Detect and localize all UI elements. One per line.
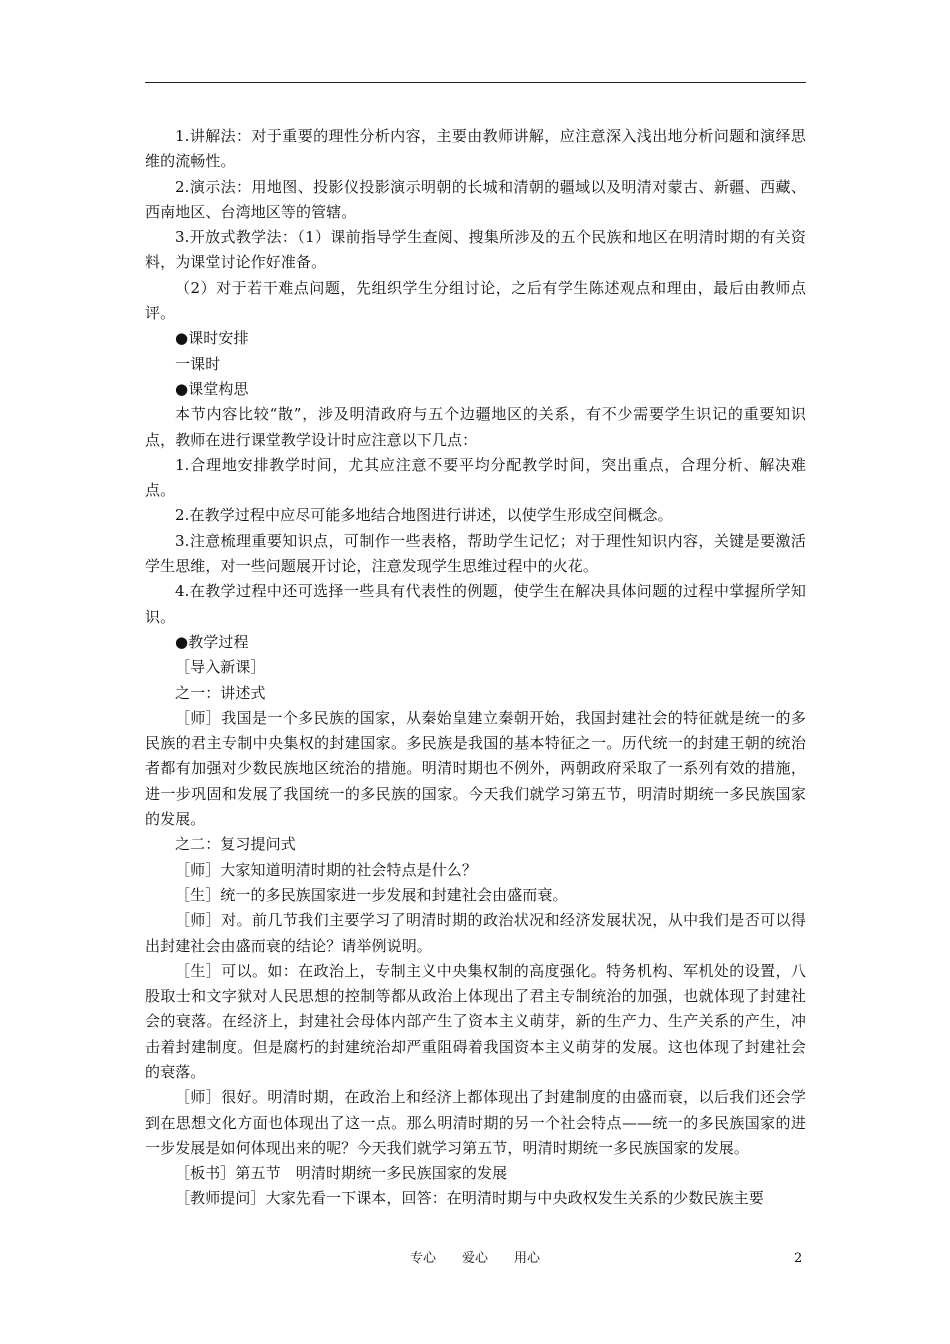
document-body [145, 124, 806, 1212]
paragraph: 1.合理地安排教学时间，尤其应注意不要平均分配教学时间，突出重点，合理分析、解决难点。 [145, 455, 806, 500]
paragraph: ［生］可以。如：在政治上，专制主义中央集权制的高度强化。特务机构、军机处的设置，八股取士和文字狱对人民思想的控制等都从政治上体现出了君主专制统治的加强，也就体现了封建社会的衰落。在经济上，封建社会母体内部产生了资本主义萌芽，新的生产力、生产关系的产生，冲击着封建制度。但是腐朽的封建统治却严重阻碍着我国资本主义萌芽的发展。这也体现了封建社会的衰落。 [145, 961, 806, 1081]
paragraph: ［师］对。前几节我们主要学习了明清时期的政治状况和经济发展状况，从中我们是否可以得出封建社会由盛而衰的结论？请举例说明。 [145, 911, 806, 955]
paragraph: 3.注意梳理重要知识点，可制作一些表格，帮助学生记忆；对于理性知识内容，关键是要激活学生思维，对一些问题展开讨论，注意发现学生思维过程中的火花。 [145, 531, 806, 576]
paragraph: ［师］很好。明清时期，在政治上和经济上都体现出了封建制度的由盛而衰，以后我们还会学到在思想文化方面也体现出了这一点。那么明清时期的另一个社会特点——统一的多民族国家的进一步发展是如何体现出来的呢？今天我们就学习第五节，明清时期统一多民族国家的发展。 [145, 1088, 806, 1157]
page-footer [0, 1249, 950, 1269]
page-number: 2 [794, 1251, 803, 1266]
paragraph: 2.演示法：用地图、投影仪投影演示明朝的长城和清朝的疆域以及明清对蒙古、新疆、西藏、西南地区、台湾地区等的管辖。 [145, 177, 806, 221]
section-heading: ●教学过程 [175, 632, 249, 651]
header-rule [145, 82, 806, 83]
paragraph: （2）对于若干难点问题，先组织学生分组讨论，之后有学生陈述观点和理由，最后由教师点评。 [145, 278, 806, 323]
section-heading: ●课堂构思 [175, 379, 249, 398]
paragraph: 2.在教学过程中应尽可能多地结合地图进行讲述，以使学生形成空间概念。 [175, 506, 673, 525]
subsection-label: ［导入新课］ [175, 658, 266, 677]
paragraph: ［师］我国是一个多民族的国家，从秦始皇建立秦朝开始，我国封建社会的特征就是统一的多民族的君主专制中央集权的封建国家。多民族是我国的基本特征之一。历代统一的封建王朝的统治者都有加强对少数民族地区统治的措施。明清时期也不例外，两朝政府采取了一系列有效的措施，进一步巩固和发展了我国统一的多民族的国家。今天我们就学习第五节，明清时期统一多民族国家的发展。 [145, 708, 806, 829]
paragraph: ［教师提问］大家先看一下课本，回答：在明清时期与中央政权发生关系的少数民族主要 [175, 1189, 764, 1208]
paragraph: ［生］统一的多民族国家进一步发展和封建社会由盛而衰。 [175, 885, 568, 904]
paragraph: 之二：复习提问式 [175, 835, 296, 854]
paragraph: ［板书］第五节 明清时期统一多民族国家的发展 [175, 1164, 508, 1183]
paragraph: ［师］大家知道明清时期的社会特点是什么？ [175, 860, 478, 879]
footer-slogan: 专心 爱心 用心 [409, 1251, 540, 1266]
paragraph: 4.在教学过程中还可选择一些具有代表性的例题，使学生在解决具体问题的过程中掌握所学知识。 [145, 582, 806, 626]
paragraph: 本节内容比较“散”，涉及明清政府与五个边疆地区的关系，有不少需要学生识记的重要知识点，教师在进行课堂教学设计时应注意以下几点： [145, 405, 806, 449]
paragraph: 1.讲解法：对于重要的理性分析内容，主要由教师讲解，应注意深入浅出地分析问题和演绎思维的流畅性。 [145, 127, 806, 171]
paragraph: 一课时 [175, 354, 221, 373]
section-heading: ●课时安排 [175, 329, 249, 348]
paragraph: 3.开放式教学法：（1）课前指导学生查阅、搜集所涉及的五个民族和地区在明清时期的有关资料，为课堂讨论作好准备。 [145, 228, 806, 272]
paragraph: 之一：讲述式 [175, 683, 266, 702]
